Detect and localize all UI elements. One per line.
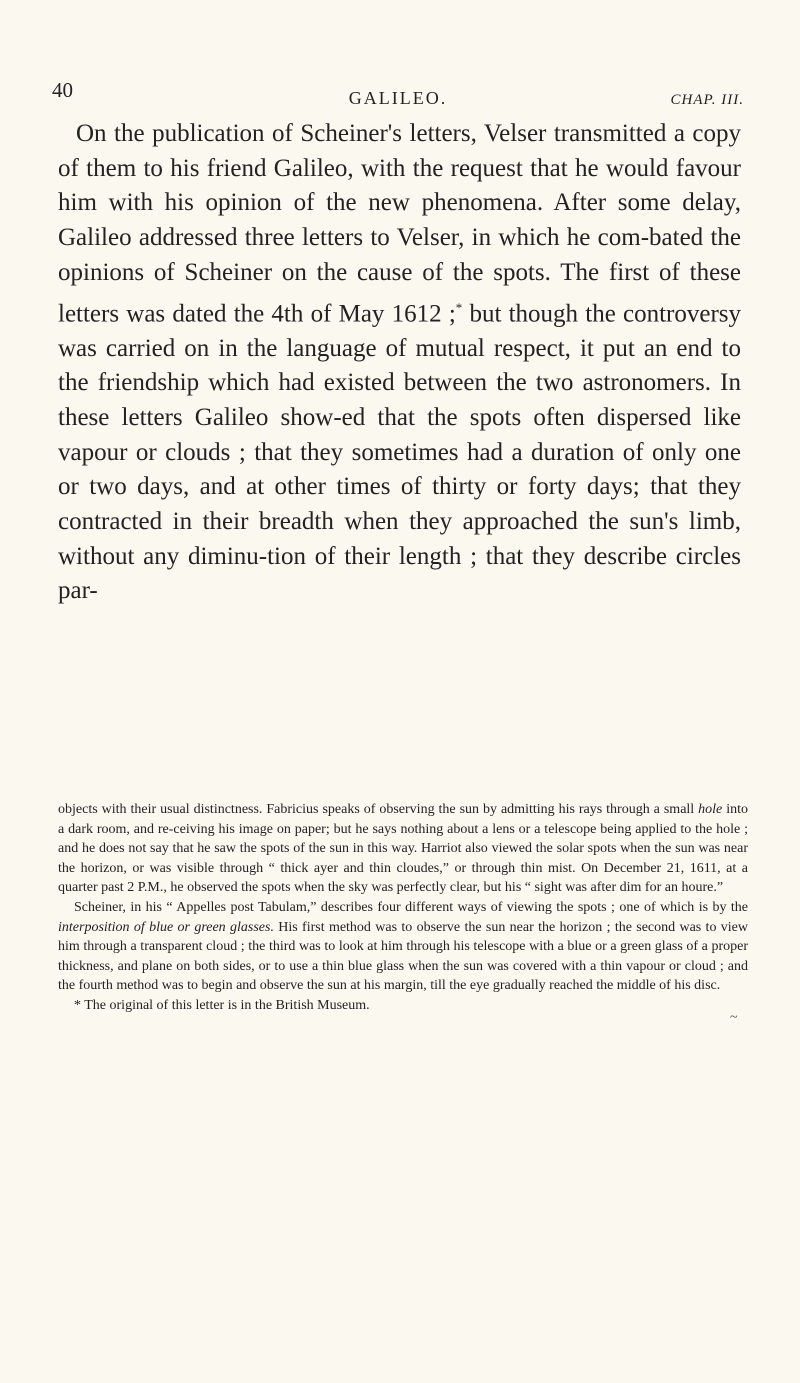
main-paragraph bbox=[58, 117, 741, 609]
footnote-italic: interposition of blue or green glasses. bbox=[58, 919, 274, 935]
page-header bbox=[52, 78, 744, 108]
main-text bbox=[58, 117, 741, 609]
footnote-text: Scheiner, in his “ Appelles post Tabulam,” describes four different ways of viewing the spots ; one of which is by the bbox=[74, 899, 748, 915]
footnote-text: into a dark room, and re-ceiving his image on paper; but he says nothing about a lens or a telescope being applied to the hole ; and he does not say that he saw the spots of the sun in this way. Harriot also viewed the solar spots when the sun was near the horizon, or was visible through “ thick ayer and thin cloudes,” or through thin mist. On December 21, 1611, at a quarter past 2 P.M., he observed the spots when the sky was perfectly clear, but his “ sight was after dim for an houre.” bbox=[58, 802, 749, 896]
main-text-part-1: On the publication of Scheiner's letters, Velser transmitted a copy of them to his friend Galileo, with the request that he would favour him with his opinion of the new phenomena. After some delay, Galileo addressed three letters to Velser, in which he com-bated the opinions of Scheiner on the cause of the spots. The first of these letters was dated the 4th of May 1612 ; bbox=[58, 120, 741, 327]
page-number: 40 bbox=[52, 78, 73, 102]
margin-mark: ~ bbox=[730, 1010, 738, 1025]
footnote-scheiner bbox=[58, 898, 748, 996]
footnote-italic: hole bbox=[698, 802, 723, 817]
footnote-text: His first method was to observe the sun near the horizon ; the second was to view him through a transparent cloud ; the third was to look at him through his telescope with a blue or a green glass of a proper thickness, and plane on both sides, or to use a thin blue glass when the sun was covered with a thin vapour or cloud ; and the fourth method was to begin and observe the sun at his margin, till the eye gradually reached the middle of his disc. bbox=[58, 919, 748, 994]
footnote-british-museum: * The original of this letter is in the British Museum. bbox=[74, 997, 370, 1013]
chapter-label: CHAP. III. bbox=[670, 92, 744, 108]
footnote-continuation bbox=[58, 800, 748, 898]
footnotes bbox=[58, 800, 748, 1016]
footnote-marker: * bbox=[455, 299, 463, 315]
main-text-part-2: but though the controversy was carried on in the language of mutual respect, it put an end to the friendship which had existed between the two astronomers. In these letters Galileo show-ed that the spots often dispersed like vapour or clouds ; that they sometimes had a duration of only one or two days, and at other times of thirty or forty days; that they contracted in their breadth when they approached the sun's limb, without any diminu-tion of their length ; that they describe circles par- bbox=[58, 299, 742, 605]
running-title: GALILEO. bbox=[348, 88, 448, 108]
footnote-text: objects with their usual distinctness. Fabricius speaks of observing the sun by admitting his rays through a small bbox=[58, 802, 699, 817]
